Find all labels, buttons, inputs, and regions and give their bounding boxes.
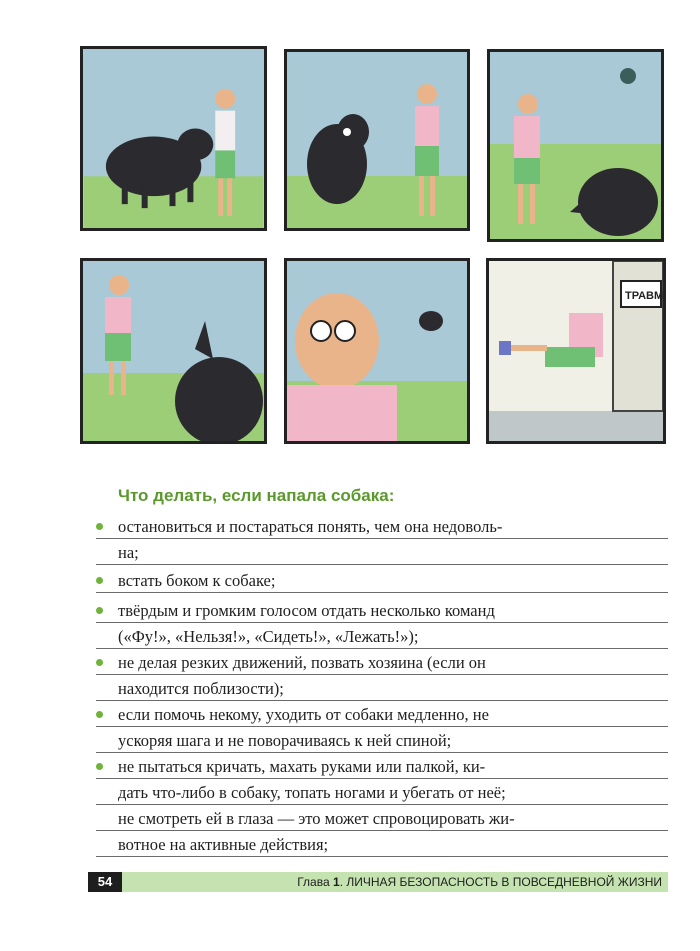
page-number: 54	[88, 872, 122, 892]
list-item	[96, 598, 668, 649]
comic-panel-6	[486, 258, 666, 444]
list-item-line: находится поблизости);	[118, 679, 284, 698]
list-item-line: остановиться и постараться понять, чем она недоволь-	[118, 517, 503, 536]
boy-scared-of-dog-illustration	[490, 52, 661, 239]
list-item-line: на;	[118, 543, 139, 562]
list-item-line: дать что-либо в собаку, топать ногами и убегать от неё;	[118, 783, 506, 802]
list-item-line: не смотреть ей в глаза — это может спровоцировать жи-	[118, 809, 515, 828]
bullet-icon	[96, 523, 103, 530]
list-item	[96, 754, 668, 857]
page-footer	[88, 872, 668, 892]
dog-facing-boy-illustration	[287, 52, 467, 228]
bullet-icon	[96, 577, 103, 584]
boy-looking-at-dog-illustration	[287, 261, 467, 441]
list-item-line: встать боком к собаке;	[118, 571, 276, 590]
boy-walking-past-dog-illustration	[83, 261, 264, 441]
comic-panel-4	[80, 258, 267, 444]
comic-panel-2	[284, 49, 470, 231]
bullet-icon	[96, 711, 103, 718]
list-item-line: ускоряя шага и не поворачиваясь к ней спиной;	[118, 731, 452, 750]
list-item-line: не делая резких движений, позвать хозяина (если он	[118, 653, 486, 672]
bullet-icon	[96, 607, 103, 614]
chapter-number: 1	[333, 875, 340, 889]
list-item-line: если помочь некому, уходить от собаки медленно, не	[118, 705, 489, 724]
list-item-line: не пытаться кричать, махать руками или палкой, ки-	[118, 757, 486, 776]
boy-entering-clinic-illustration	[489, 261, 663, 441]
clinic-sign-text: ТРАВМ	[625, 290, 663, 302]
bullet-icon	[96, 659, 103, 666]
chapter-title	[297, 872, 662, 892]
list-item	[96, 650, 668, 701]
comic-panel-3	[487, 49, 664, 242]
list-item-line: твёрдым и громким голосом отдать несколько команд	[118, 601, 495, 620]
section-heading: Что делать, если напала собака:	[118, 486, 395, 505]
list-item	[96, 568, 668, 593]
chapter-name: . ЛИЧНАЯ БЕЗОПАСНОСТЬ В ПОВСЕДНЕВНОЙ ЖИЗНИ	[339, 875, 662, 889]
dog-approaching-boy-illustration	[83, 49, 264, 228]
list-item	[96, 514, 668, 565]
bullet-icon	[96, 763, 103, 770]
comic-panel-5	[284, 258, 470, 444]
chapter-prefix: Глава	[297, 875, 330, 889]
list-item-line: вотное на активные действия;	[118, 835, 329, 854]
comic-panel-1	[80, 46, 267, 231]
list-item-line: («Фу!», «Нельзя!», «Сидеть!», «Лежать!»);	[118, 627, 419, 646]
list-item	[96, 702, 668, 753]
